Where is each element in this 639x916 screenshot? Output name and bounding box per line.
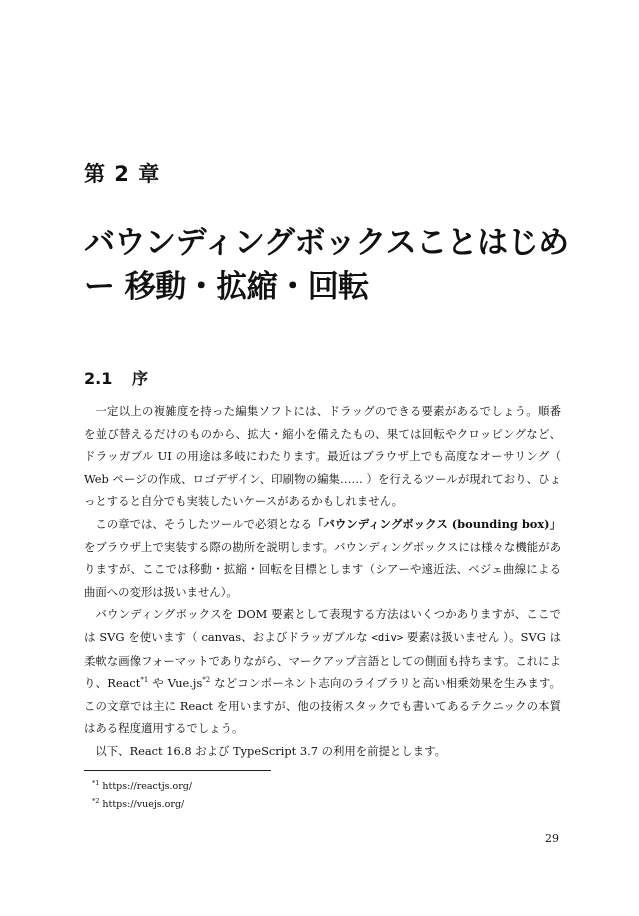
- footnote-link-2: https://vuejs.org/: [102, 799, 185, 811]
- footnote-1: [92, 776, 192, 794]
- paragraph-2-text-b: をブラウザ上で実装する際の勘所を説明します。バウンディングボックスには様々な機能がありますが、ここでは移動・拡縮・回転を目標とします（シアーや遠近法、ベジェ曲線による曲面への変形は扱いません）。: [84, 539, 561, 599]
- paragraph-3-text-c: や Vue.js: [148, 676, 203, 691]
- chapter-label: 第 2 章: [84, 162, 161, 186]
- footnote-ref-2: *2: [202, 676, 211, 685]
- body-text: [84, 400, 561, 763]
- page-number: 29: [545, 832, 559, 845]
- paragraph-1: 一定以上の複雑度を持った編集ソフトには、ドラッグのできる要素があるでしょう。順番を並び替えるだけのものから、拡大・縮小を備えたもの、果ては回転やクロッピングなど、ドラッガブル UI の用途は多岐にわたります。最近はブラウザ上でも高度なオーサリング（ Web ページの作成、ロゴデザイン、印刷物の編集…… ）を行えるツールが現れており、ひょっとすると自分でも実装したいケースがあるかもしれません。: [84, 404, 561, 509]
- footnote-ref-1: *1: [140, 676, 149, 685]
- bounding-box-term: 「バウンディングボックス (bounding box)」: [312, 516, 561, 531]
- div-code: <div>: [371, 631, 404, 644]
- paragraph-2: [84, 513, 561, 603]
- section-heading: [84, 366, 148, 389]
- footnotes: [92, 776, 192, 812]
- paragraph-3: [84, 603, 561, 740]
- paragraph-3-text-a: バウンディングボックスを DOM 要素として表現する方法はいくつかありますが、ここでは SVG を使います（ canvas、およびドラッガブルな: [84, 607, 561, 644]
- section-number: 2.1: [84, 369, 113, 388]
- paragraph-4: 以下、React 16.8 および TypeScript 3.7 の利用を前提とします。: [95, 743, 446, 758]
- footnote-2: [92, 794, 192, 812]
- footnote-mark-2: *2: [92, 797, 100, 806]
- paragraph-2-text-a: この章では、そうしたツールで必須となる: [95, 516, 313, 531]
- section-title: 序: [132, 369, 149, 388]
- chapter-title: [84, 221, 569, 309]
- chapter-title-line-2: ー 移動・拡縮・回転: [84, 269, 369, 305]
- paragraph-3-text-b: 要素は扱いません ）。SVG は柔軟な画像フォーマットでありながら、マークアップ言語としての側面も持ちます。これにより、React: [84, 629, 561, 691]
- footnote-link-1: https://reactjs.org/: [102, 781, 193, 793]
- footnote-divider: [84, 770, 271, 771]
- chapter-title-line-1: バウンディングボックスことはじめ: [84, 225, 569, 261]
- footnote-mark-1: *1: [92, 779, 100, 787]
- paragraph-3-text-d: などコンポーネント志向のライブラリと高い相乗効果を生みます。この文章では主に React を用いますが、他の技術スタックでも書いてあるテクニックの本質はある程度適用するでしょう。: [84, 676, 561, 736]
